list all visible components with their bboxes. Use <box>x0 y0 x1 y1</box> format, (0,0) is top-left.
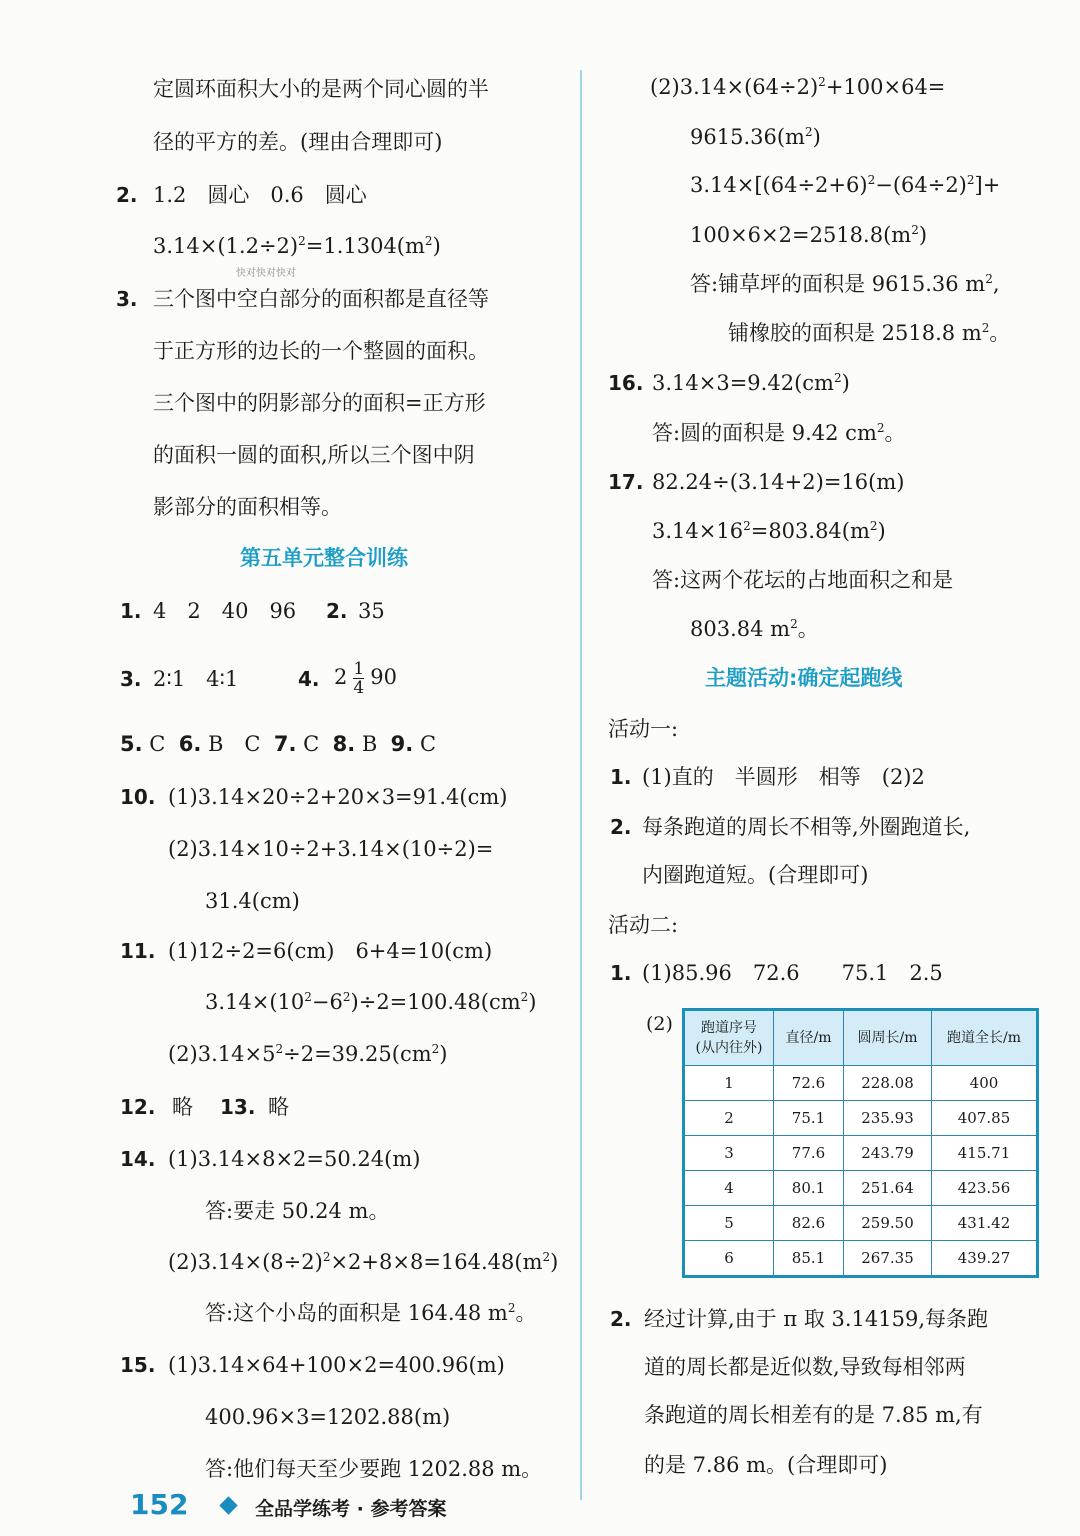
cell-track-length: 439.27 <box>932 1241 1038 1277</box>
q3-line-4: 的面积一圆的面积,所以三个图中阴 <box>153 443 475 467</box>
s-q14-line-1: (1)3.14×8×2=50.24(m) <box>168 1147 421 1171</box>
page-number: 152 <box>130 1488 189 1521</box>
table-row <box>684 1171 1038 1206</box>
r-q17-line-4: 803.84 $m^2$。 <box>690 617 819 641</box>
cell-lane: 6 <box>684 1241 774 1277</box>
s-q11-line-2: $3.14\times(10^2-6^2)\div 2=100.48(cm^2)$ <box>205 990 537 1014</box>
s-q14-number: 14. <box>120 1147 156 1171</box>
column-divider <box>580 70 582 1500</box>
header-circumference: 圆周长/m <box>844 1010 932 1066</box>
cell-circumference: 259.50 <box>844 1206 932 1241</box>
s-q11-line-1: (1)12÷2=6(cm) 6+4=10(cm) <box>168 939 493 963</box>
a1-q2-number: 2. <box>610 815 632 839</box>
s-q13-number: 13. <box>220 1095 256 1119</box>
s-q11-line-3: $(2)3.14\times 5^2\div 2=39.25(cm^2)$ <box>168 1042 448 1066</box>
s-q5-9-answers: 5. C 6. B C 7. C 8. B 9. C <box>120 732 437 756</box>
a2-q2-line-2: 道的周长都是近似数,导致每相邻两 <box>644 1355 966 1379</box>
s-q2-number: 2. <box>326 599 348 623</box>
s-q10-line-3: 31.4(cm) <box>205 889 300 913</box>
s-q2-answer: 35 <box>358 599 385 623</box>
a1-q2-line-2: 内圈跑道短。(合理即可) <box>642 863 869 887</box>
q2-number: 2. <box>116 183 138 207</box>
r-q16-line-2: 答:圆的面积是 9.42 $cm^2$。 <box>652 421 906 445</box>
s-q12-answer: 略 <box>172 1095 193 1119</box>
a2-q2-line-3: 条跑道的周长相差有的是 7.85 m,有 <box>644 1403 983 1427</box>
a1-q1-answer: (1)直的 半圆形 相等 (2)2 <box>642 765 925 789</box>
a2-q2-line-4: 的是 7.86 m。(合理即可) <box>644 1453 888 1477</box>
a2-q1-number: 1. <box>610 961 632 985</box>
header-lane: 跑道序号 (从内往外) <box>684 1010 774 1066</box>
cell-diameter: 77.6 <box>774 1136 844 1171</box>
a2-q2-line-1: 经过计算,由于 π 取 3.14159,每条跑 <box>644 1307 989 1331</box>
track-table <box>682 1008 1039 1278</box>
s-q15-number: 15. <box>120 1353 156 1377</box>
fraction-one-quarter: $\frac{1}{4}$ <box>353 659 365 698</box>
cell-track-length: 415.71 <box>932 1136 1038 1171</box>
cell-lane: 5 <box>684 1206 774 1241</box>
activity-title: 主题活动:确定起跑线 <box>705 666 903 690</box>
cell-lane: 1 <box>684 1066 774 1101</box>
table-row <box>684 1241 1038 1277</box>
r-q17-line-2: $3.14\times 16^2=803.84(m^2)$ <box>652 519 886 543</box>
q3-number: 3. <box>116 287 138 311</box>
cell-circumference: 251.64 <box>844 1171 932 1206</box>
s-q13-answer: 略 <box>268 1095 289 1119</box>
r-q15-line-1: $(2)3.14\times(64\div 2)^2+100\times 64=$ <box>650 75 946 99</box>
diamond-icon <box>219 1496 237 1514</box>
q2-formula: $3.14\times(1.2\div 2)^2=1.1304(m^2)$ <box>153 234 441 258</box>
header-track-length: 跑道全长/m <box>932 1010 1038 1066</box>
s-q15-line-1: (1)3.14×64+100×2=400.96(m) <box>168 1353 505 1377</box>
s-q1-number: 1. <box>120 599 142 623</box>
s-q4-answer: 2 $\frac{1}{4}$ 90 <box>334 659 397 698</box>
s-q10-line-2: (2)3.14×10÷2+3.14×(10÷2)= <box>168 837 494 861</box>
a2-q2-number: 2. <box>610 1307 632 1331</box>
section-title: 第五单元整合训练 <box>240 546 408 570</box>
q3-line-2: 于正方形的边长的一个整圆的面积。 <box>153 339 489 363</box>
s-q14-line-2: 答:要走 50.24 m。 <box>205 1199 390 1223</box>
s-q14-line-4: 答:这个小岛的面积是 164.48 $m^2$。 <box>205 1301 537 1325</box>
cont-line-1: 定圆环面积大小的是两个同心圆的半 <box>153 77 489 101</box>
watermark-small-text: 快对快对快对 <box>236 268 296 279</box>
r-q15-line-2: $9615.36(m^2)$ <box>690 125 821 149</box>
s-q11-number: 11. <box>120 939 156 963</box>
s-q3-answer: 2∶1 4∶1 <box>153 667 239 691</box>
table-row <box>684 1101 1038 1136</box>
a2-q1-answer: (1)85.96 72.6 75.1 2.5 <box>642 961 943 985</box>
a2-q1-part2-label: (2) <box>646 1013 673 1035</box>
header-diameter: 直径/m <box>774 1010 844 1066</box>
s-q10-number: 10. <box>120 785 156 809</box>
r-q15-line-4: $100\times 6\times 2=2518.8(m^2)$ <box>690 223 928 247</box>
s-q14-line-3: $(2)3.14\times(8\div 2)^2\times 2+8\times 8=164.48(m^2)$ <box>168 1250 559 1274</box>
activity-2-label: 活动二: <box>608 913 679 937</box>
r-q15-answer-1: 答:铺草坪的面积是 9615.36 $m^2$, <box>690 272 1000 296</box>
a1-q2-line-1: 每条跑道的周长不相等,外圈跑道长, <box>642 815 971 839</box>
r-q17-line-1: 82.24÷(3.14+2)=16(m) <box>652 470 905 494</box>
r-q16-number: 16. <box>608 371 644 395</box>
q2-answer: 1.2 圆心 0.6 圆心 <box>153 183 367 207</box>
cell-track-length: 431.42 <box>932 1206 1038 1241</box>
r-q15-answer-2: 铺橡胶的面积是 2518.8 $m^2$。 <box>728 321 1011 345</box>
r-q15-line-3: $3.14\times[(64\div 2+6)^2-(64\div 2)^2]+$ <box>690 173 1001 197</box>
cell-track-length: 423.56 <box>932 1171 1038 1206</box>
s-q15-line-3: 答:他们每天至少要跑 1202.88 m。 <box>205 1457 543 1481</box>
cell-circumference: 267.35 <box>844 1241 932 1277</box>
table-row <box>684 1136 1038 1171</box>
s-q4-number: 4. <box>298 667 320 691</box>
table-row <box>684 1066 1038 1101</box>
s-q15-line-2: 400.96×3=1202.88(m) <box>205 1405 451 1429</box>
r-q16-line-1: $3.14\times 3=9.42(cm^2)$ <box>652 371 850 395</box>
cell-diameter: 75.1 <box>774 1101 844 1136</box>
q3-line-3: 三个图中的阴影部分的面积=正方形 <box>153 391 486 415</box>
r-q17-line-3: 答:这两个花坛的占地面积之和是 <box>652 568 954 592</box>
track-table-header <box>684 1010 1038 1066</box>
cell-track-length: 407.85 <box>932 1101 1038 1136</box>
a1-q1-number: 1. <box>610 765 632 789</box>
cell-diameter: 72.6 <box>774 1066 844 1101</box>
cell-lane: 2 <box>684 1101 774 1136</box>
s-q3-number: 3. <box>120 667 142 691</box>
cell-circumference: 235.93 <box>844 1101 932 1136</box>
s-q12-number: 12. <box>120 1095 156 1119</box>
cell-track-length: 400 <box>932 1066 1038 1101</box>
cont-line-2: 径的平方的差。(理由合理即可) <box>153 130 443 154</box>
s-q1-answer: 4 2 40 96 <box>153 599 297 623</box>
cell-lane: 3 <box>684 1136 774 1171</box>
activity-1-label: 活动一: <box>608 717 679 741</box>
cell-diameter: 80.1 <box>774 1171 844 1206</box>
cell-circumference: 243.79 <box>844 1136 932 1171</box>
s-q10-line-1: (1)3.14×20÷2+20×3=91.4(cm) <box>168 785 508 809</box>
cell-diameter: 85.1 <box>774 1241 844 1277</box>
q3-line-1: 三个图中空白部分的面积都是直径等 <box>153 287 489 311</box>
footer-title: 全品学练考 · 参考答案 <box>255 1498 447 1520</box>
r-q17-number: 17. <box>608 470 644 494</box>
cell-diameter: 82.6 <box>774 1206 844 1241</box>
q3-line-5: 影部分的面积相等。 <box>153 495 342 519</box>
cell-lane: 4 <box>684 1171 774 1206</box>
cell-circumference: 228.08 <box>844 1066 932 1101</box>
table-row <box>684 1206 1038 1241</box>
